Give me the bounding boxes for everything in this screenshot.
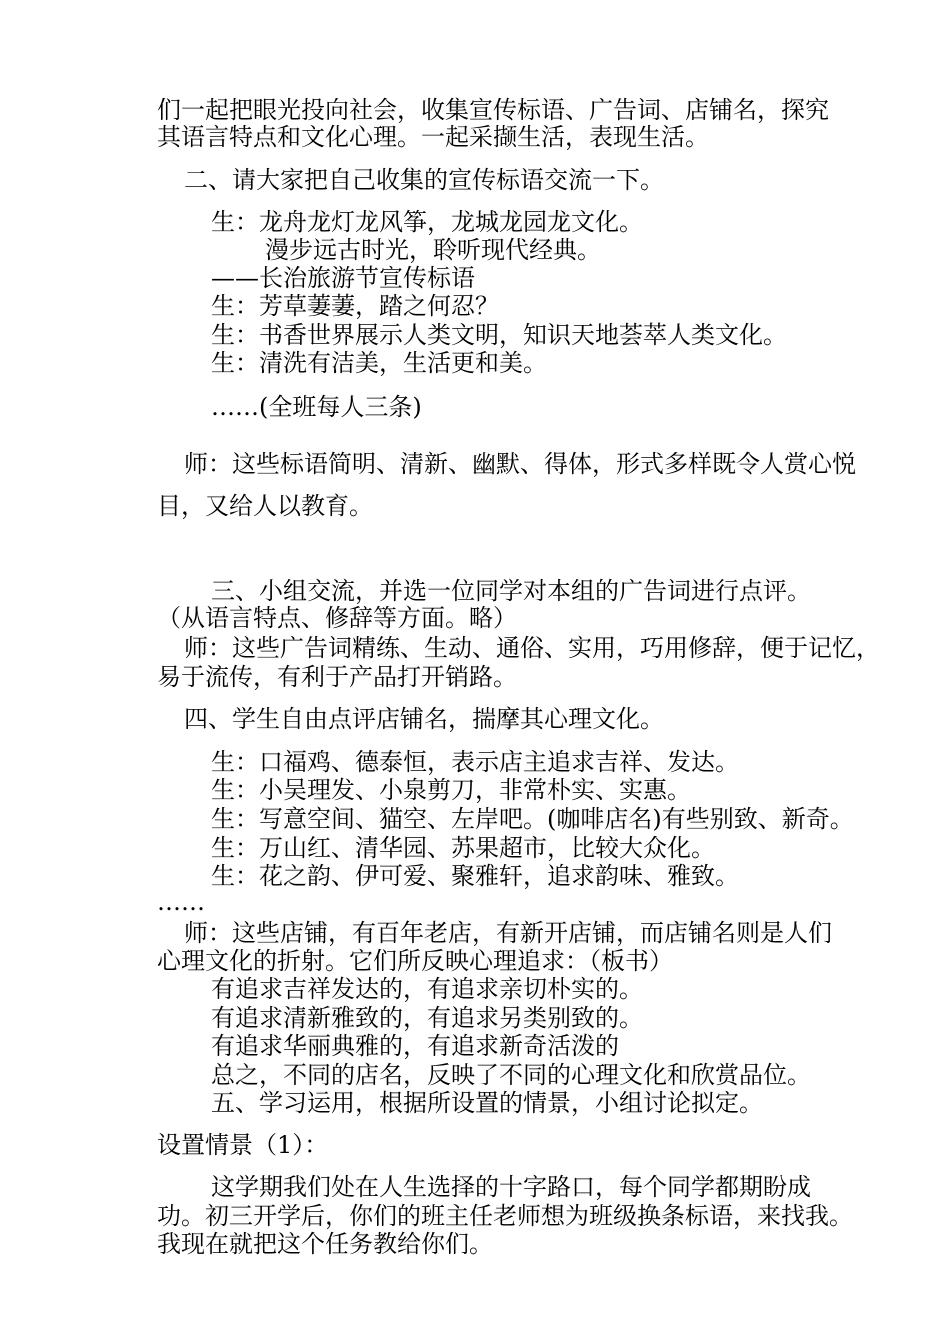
student-line: 生：清洗有洁美，生活更和美。 bbox=[211, 349, 547, 377]
ellipsis-note: ……(全班每人三条) bbox=[211, 393, 422, 421]
board-line: 有追求华丽典雅的，有追求新奇活泼的 bbox=[211, 1032, 619, 1060]
student-line: 生：书香世界展示人类文明，知识天地荟萃人类文化。 bbox=[211, 321, 787, 349]
student-line: 生：芳草萋萋，踏之何忍？ bbox=[211, 292, 499, 320]
teacher-line: 师：这些店铺，有百年老店，有新开店铺，而店铺名则是人们 bbox=[184, 919, 832, 947]
section-heading: 二、请大家把自己收集的宣传标语交流一下。 bbox=[184, 166, 664, 194]
paragraph-line: 我现在就把这个任务教给你们。 bbox=[157, 1230, 493, 1258]
board-line: 有追求吉祥发达的，有追求亲切朴实的。 bbox=[211, 975, 643, 1003]
slogan-source: ——长治旅游节宣传标语 bbox=[211, 264, 475, 292]
paragraph-line: 功。初三开学后，你们的班主任老师想为班级换条标语，来找我。 bbox=[157, 1202, 853, 1230]
student-line: 生：花之韵、伊可爱、聚雅轩，追求韵味、雅致。 bbox=[211, 862, 739, 890]
board-line: 总之，不同的店名，反映了不同的心理文化和欣赏品位。 bbox=[211, 1061, 811, 1089]
teacher-line: 师：这些广告词精练、生动、通俗、实用，巧用修辞，便于记忆， bbox=[184, 634, 880, 662]
paragraph-line: 其语言特点和文化心理。一起采撷生活，表现生活。 bbox=[157, 123, 709, 151]
student-line: 生：写意空间、猫空、左岸吧。(咖啡店名)有些别致、新奇。 bbox=[211, 805, 854, 833]
student-line: 生：龙舟龙灯龙风筝，龙城龙园龙文化。 bbox=[211, 208, 643, 236]
section-heading: 四、学生自由点评店铺名，揣摩其心理文化。 bbox=[184, 705, 664, 733]
teacher-line: 易于流传，有利于产品打开销路。 bbox=[157, 663, 517, 691]
paragraph-line: （从语言特点、修辞等方面。略） bbox=[157, 604, 517, 632]
board-line: 有追求清新雅致的，有追求另类别致的。 bbox=[211, 1004, 643, 1032]
student-line: 生：小吴理发、小泉剪刀，非常朴实、实惠。 bbox=[211, 776, 691, 804]
student-line: 生：口福鸡、德泰恒，表示店主追求吉祥、发达。 bbox=[211, 748, 739, 776]
section-heading: 三、小组交流，并选一位同学对本组的广告词进行点评。 bbox=[211, 577, 811, 605]
paragraph-line: 这学期我们处在人生选择的十字路口，每个同学都期盼成 bbox=[211, 1173, 811, 1201]
teacher-line: 心理文化的折射。它们所反映心理追求：（板书） bbox=[157, 947, 673, 975]
section-heading: 五、学习运用，根据所设置的情景，小组讨论拟定。 bbox=[211, 1089, 763, 1117]
student-line: 生：万山红、清华园、苏果超市，比较大众化。 bbox=[211, 834, 715, 862]
teacher-line: 目，又给人以教育。 bbox=[157, 492, 373, 520]
ellipsis-note: …… bbox=[157, 888, 205, 916]
student-line: 漫步远古时光，聆听现代经典。 bbox=[265, 236, 601, 264]
scenario-heading: 设置情景（1）： bbox=[157, 1131, 329, 1159]
paragraph-line: 们一起把眼光投向社会，收集宣传标语、广告词、店铺名，探究 bbox=[157, 96, 829, 124]
teacher-line: 师：这些标语简明、清新、幽默、得体，形式多样既令人赏心悦 bbox=[184, 450, 856, 478]
